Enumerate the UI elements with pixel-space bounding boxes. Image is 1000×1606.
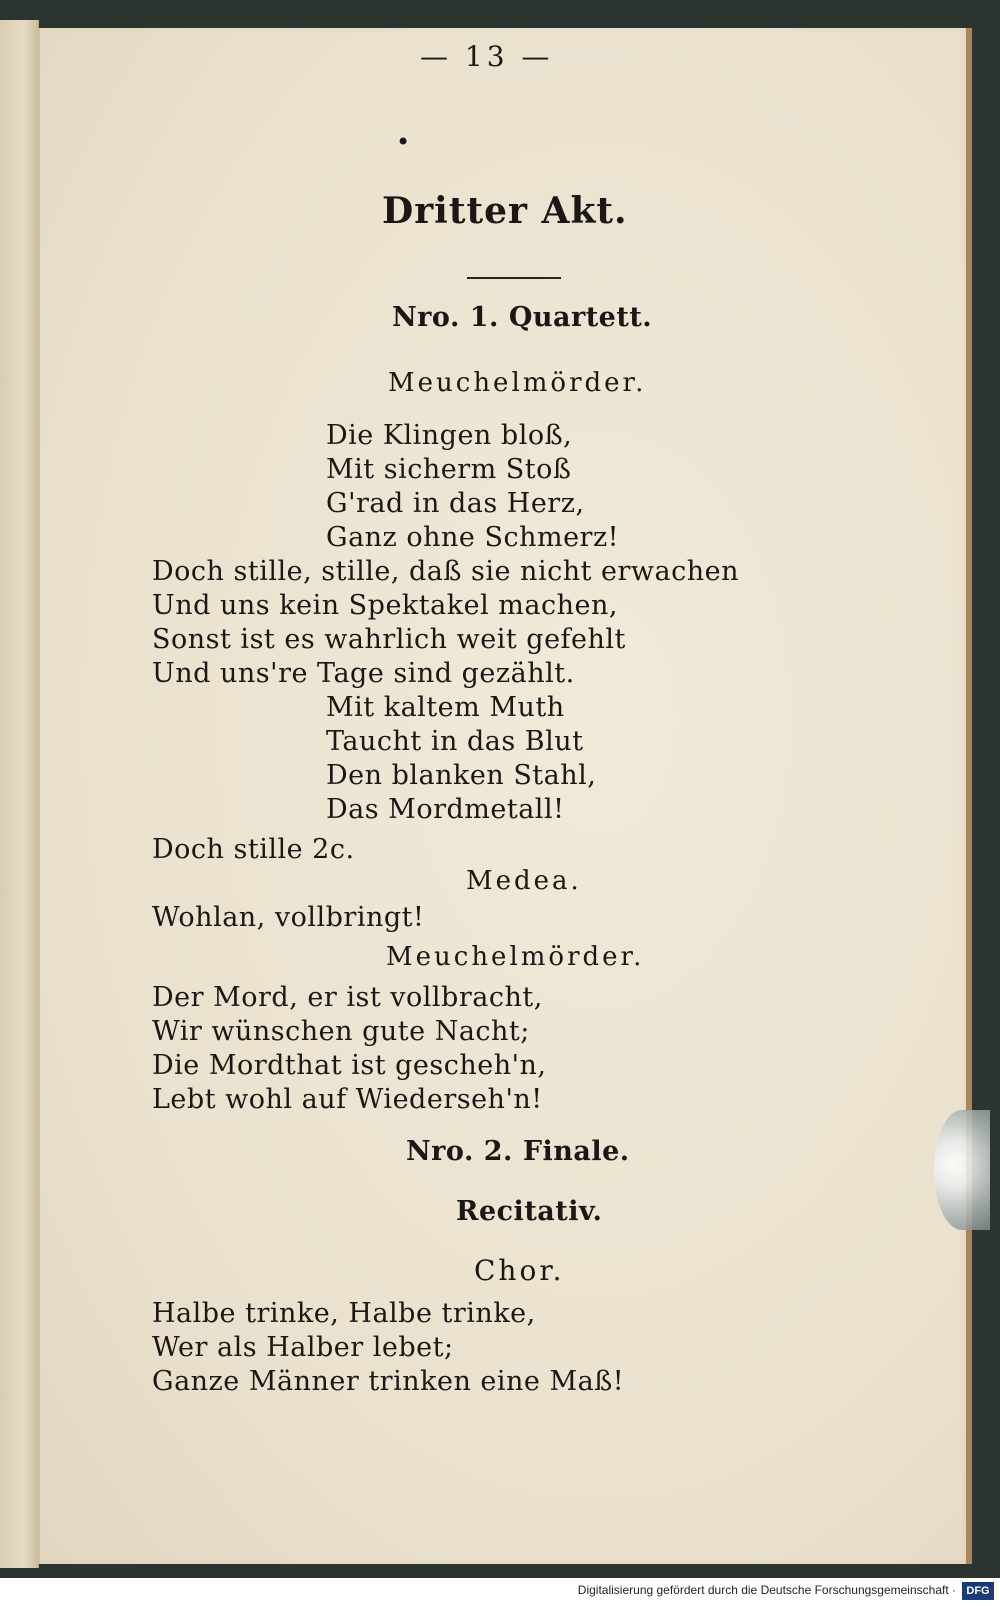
speaker-name: Meuchelmörder. (388, 368, 647, 398)
verse-line: Mit kaltem Muth (326, 692, 565, 723)
verse-line: Lebt wohl auf Wiederseh'n! (152, 1084, 543, 1115)
verse-line: Und uns're Tage sind gezählt. (152, 658, 575, 689)
verse-line: Der Mord, er ist vollbracht, (152, 982, 543, 1013)
verse-line: Wer als Halber lebet; (152, 1332, 454, 1363)
verse-line: Halbe trinke, Halbe trinke, (152, 1298, 536, 1329)
verse-line: Ganz ohne Schmerz! (326, 522, 620, 553)
page-number: — 13 — (420, 40, 554, 73)
dfg-logo: DFG (962, 1582, 994, 1600)
section-heading: Nro. 1. Quartett. (392, 302, 653, 333)
title-divider (467, 277, 561, 279)
speaker-name: Chor. (474, 1254, 565, 1287)
speaker-name: Medea. (466, 866, 582, 896)
verse-line: Doch stille 2c. (152, 834, 355, 865)
footer-credit: Digitalisierung gefördert durch die Deutsche Forschungsgemeinschaft · (577, 1583, 956, 1597)
ink-dot: • (396, 128, 411, 156)
page-edge (966, 28, 972, 1564)
verse-line: G'rad in das Herz, (326, 488, 585, 519)
verse-line: Ganze Männer trinken eine Maß! (152, 1366, 625, 1397)
section-heading: Nro. 2. Finale. (406, 1136, 630, 1167)
footer-bar (0, 1578, 1000, 1606)
verse-line: Wir wünschen gute Nacht; (152, 1016, 530, 1047)
speaker-name: Meuchelmörder. (386, 942, 645, 972)
verse-line: Die Klingen bloß, (326, 420, 573, 451)
verse-line: Mit sicherm Stoß (326, 454, 572, 485)
verse-line: Und uns kein Spektakel machen, (152, 590, 618, 621)
verse-line: Wohlan, vollbringt! (152, 902, 425, 933)
verse-line: Den blanken Stahl, (326, 760, 597, 791)
verse-line: Doch stille, stille, daß sie nicht erwachen (152, 556, 739, 587)
verse-line: Taucht in das Blut (326, 726, 584, 757)
verse-line: Sonst ist es wahrlich weit gefehlt (152, 624, 626, 655)
verse-line: Die Mordthat ist gescheh'n, (152, 1050, 547, 1081)
page-holder-clip (934, 1110, 990, 1230)
section-subheading: Recitativ. (456, 1196, 603, 1227)
act-title: Dritter Akt. (382, 190, 628, 232)
book-spine-edge (0, 20, 39, 1568)
verse-line: Das Mordmetall! (326, 794, 565, 825)
